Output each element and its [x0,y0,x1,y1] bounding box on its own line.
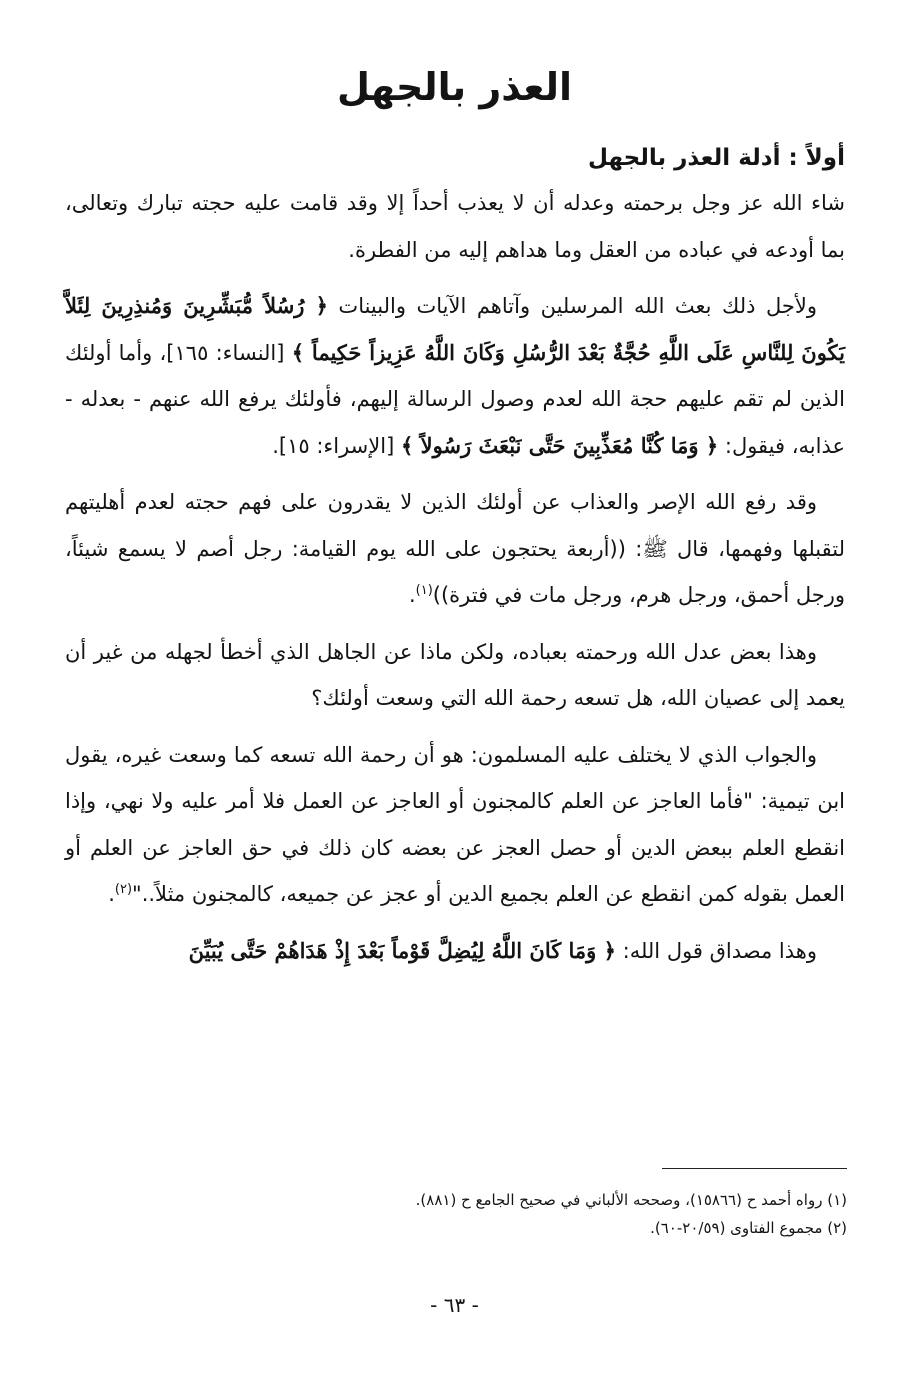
quran-verse-tawbah: ﴿ وَمَا كَانَ اللَّهُ لِيُضِلَّ قَوْماً بَعْدَ إِذْ هَدَاهُمْ حَتَّى يُبَيِّنَ [188,937,616,963]
paragraph-2-intro: ولأجل ذلك بعث الله المرسلين وآتاهم الآيات والبينات [338,294,817,318]
footnote-ref-1: (١) [415,583,433,598]
paragraph-4: وهذا بعض عدل الله ورحمته بعباده، ولكن ماذا عن الجاهل الذي أخطأ لجهله من غير أن يعمد إلى عصيان الله، هل تسعه رحمة الله التي وسعت أولئك؟ [65,639,845,710]
page-title: العذر بالجهل [337,65,572,109]
paragraph-6 [65,928,845,975]
paragraph-5-end: . [108,882,115,906]
body-text [65,180,845,984]
footnotes [67,1186,847,1242]
quran-verse-nisa: ﴿ رُسُلاً مُّبَشِّرِينَ وَمُنذِرِينَ لِئَلاَّ يَكُونَ لِلنَّاسِ عَلَى اللَّهِ حُجَّةٌ بَعْدَ الرُّسُلِ وَكَانَ اللَّهُ عَزِيزاً حَكِيماً ﴾ [65,293,846,365]
section-heading: أولاً : أدلة العذر بالجهل [587,145,845,171]
page-number: - ٦٣ - [430,1293,479,1317]
paragraph-5 [65,732,845,918]
paragraph-3-end: . [408,583,416,607]
paragraph-1: شاء الله عز وجل برحمته وعدله أن لا يعذب أحداً إلا وقد قامت عليه حجته تبارك وتعالى، بما أودعه في عباده من العقل وما هداهم إليه من الفطرة. [65,191,845,262]
footnote-2: (٢) مجموع الفتاوى (٢٠/٥٩-٦٠). [650,1219,847,1237]
paragraph-5-text: والجواب الذي لا يختلف عليه المسلمون: هو أن رحمة الله تسعه كما وسعت غيره، يقول ابن تيمية: "فأما العاجز عن العلم كالمجنون أو العاجز عن العمل فلا أمر عليه ولا نهي، وإذا انقطع العلم ببعض الدين أو حصل العجز عن بعضه كان ذلك في حق العاجز عن العلم أو العمل بقوله كمن انقطع عن العلم بجميع الدين أو عجز عن جميعه، كالمجنون مثلاً.." [65,742,845,906]
paragraph-3-text: وقد رفع الله الإصر والعذاب عن أولئك الذين لا يقدرون على فهم حجته لعدم أهليتهم لتقبلها وفهمها، قال ﷺ: ((أربعة يحتجون على الله يوم القيامة: رجل أصم لا يسمع شيئاً، ورجل أحمق، ورجل هرم، ورجل مات في فترة)) [65,490,845,607]
paragraph-2 [65,283,845,469]
paragraph-6-intro: وهذا مصداق قول الله: [622,938,817,963]
quran-verse-isra: ﴿ وَمَا كُنَّا مُعَذِّبِينَ حَتَّى نَبْعَثَ رَسُولاً ﴾ [400,432,719,458]
paragraph-2-middle: [النساء: ١٦٥]، وأما أولئك الذين لم تقم عليهم حجة الله لعدم وصول الرسالة إليهم، فأولئك يرفع الله عنهم - بعدله - عذابه، فيقول: [65,340,845,458]
footnote-ref-2: (٢) [114,882,133,897]
paragraph-2-citation: [الإسراء: ١٥]. [272,433,395,458]
footnote-1: (١) رواه أحمد ح (١٥٨٦٦)، وصححه الألباني في صحيح الجامع ح (٨٨١). [415,1191,847,1209]
paragraph-3 [65,479,845,619]
footnote-divider [662,1168,847,1169]
